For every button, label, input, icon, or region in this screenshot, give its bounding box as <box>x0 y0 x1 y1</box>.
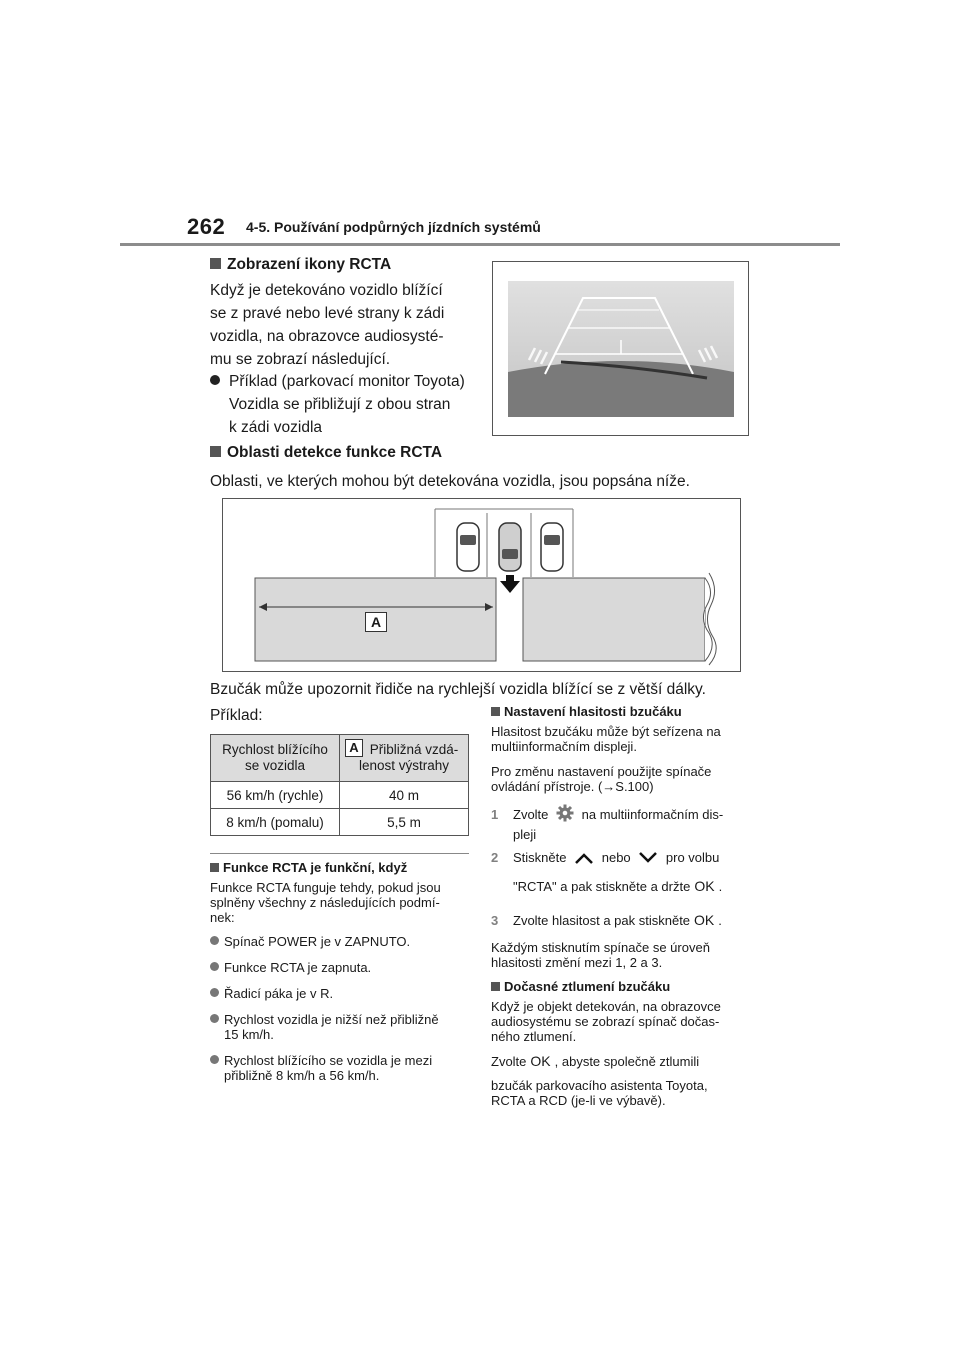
square-bullet-icon <box>210 446 221 457</box>
function-intro: Funkce RCTA funguje tehdy, pokud jsou splněny všechny z následujících podmí- nek: <box>210 880 441 925</box>
parking-monitor-illustration <box>493 262 748 435</box>
volume-text-2: Pro změnu nastavení použijte spínače ovládání přístroje. (→S.100) <box>491 764 712 794</box>
list-item: Rychlost blížícího se vozidla je mezi přibližně 8 km/h a 56 km/h. <box>210 1053 472 1083</box>
rcta-icon-heading: Zobrazení ikony RCTA <box>210 256 391 274</box>
mute-heading: Dočasné ztlumení bzučáku <box>491 979 670 994</box>
table-header-distance: A Přibližná vzdá- lenost výstrahy <box>340 735 469 782</box>
list-item: Řadicí páka je v R. <box>210 986 472 1001</box>
chevron-up-icon <box>574 851 594 865</box>
volume-step-1: 1 Zvolte na multiinformačním dis- pleji <box>491 804 756 845</box>
bullet-dot-icon <box>210 936 219 945</box>
ok-button-symbol: OK <box>694 878 715 894</box>
bullet-dot-icon <box>210 1014 219 1023</box>
mute-text-1: Když je objekt detekován, na obrazovce audiosystému se zobrazí spínač dočas- ného ztlumení. <box>491 999 721 1044</box>
function-heading: Funkce RCTA je funkční, když <box>210 860 407 875</box>
page-number: 262 <box>187 214 226 239</box>
square-bullet-icon <box>210 863 219 872</box>
area-label-badge: A <box>365 612 387 632</box>
volume-text-1: Hlasitost bzučáku může být seřízena na multiinformačním displeji. <box>491 724 721 754</box>
ok-button-symbol: OK <box>694 912 715 928</box>
table-row: 8 km/h (pomalu) 5,5 m <box>211 809 469 836</box>
gear-icon <box>556 804 574 822</box>
mute-text-3: bzučák parkovacího asistenta Toyota, RCTA a RCD (je-li ve výbavě). <box>491 1078 708 1108</box>
mute-text-2: Zvolte OK , abyste společně ztlumili <box>491 1053 700 1069</box>
header-divider <box>120 243 840 246</box>
bullet-dot-icon <box>210 375 220 385</box>
bullet-dot-icon <box>210 988 219 997</box>
detection-after-text: Bzučák může upozornit řidiče na rychlejší vozidla blížící se z větší dálky. <box>210 681 706 698</box>
warning-distance-table <box>210 734 469 836</box>
list-item: Rychlost vozidla je nižší než přibližně 15 km/h. <box>210 1012 472 1042</box>
list-item: Spínač POWER je v ZAPNUTO. <box>210 934 472 949</box>
rcta-icon-example: Příklad (parkovací monitor Toyota) Vozidla se přibližují z obou stran k zádi vozidla <box>210 370 480 439</box>
table-row: 56 km/h (rychle) 40 m <box>211 782 469 809</box>
volume-step-3: 3 Zvolte hlasitost a pak stiskněte OK . <box>491 912 722 928</box>
section-divider <box>210 853 469 854</box>
list-item: Funkce RCTA je zapnuta. <box>210 960 472 975</box>
detection-area-figure <box>222 498 741 672</box>
detection-heading: Oblasti detekce funkce RCTA <box>210 444 442 462</box>
chevron-down-icon <box>638 851 658 865</box>
table-area-badge: A <box>345 739 363 757</box>
volume-heading: Nastavení hlasitosti bzučáku <box>491 704 682 719</box>
square-bullet-icon <box>210 258 221 269</box>
square-bullet-icon <box>491 982 500 991</box>
chapter-title: 4-5. Používání podpůrných jízdních systémů <box>246 219 541 235</box>
volume-text-3: Každým stisknutím spínače se úroveň hlasitosti změní mezi 1, 2 a 3. <box>491 940 710 970</box>
example-label: Příklad: <box>210 707 263 724</box>
square-bullet-icon <box>491 707 500 716</box>
table-header-speed: Rychlost blížícího se vozidla <box>211 735 340 782</box>
volume-step-2: 2 Stiskněte nebo pro volbu "RCTA" a pak stiskněte a držte OK . <box>491 850 723 894</box>
rcta-icon-text: Když je detekováno vozidlo blížící se z pravé nebo levé strany k zádi vozidla, na obrazovce audiosysté- mu se zobrazí následující. <box>210 282 445 368</box>
bullet-dot-icon <box>210 1055 219 1064</box>
detection-intro: Oblasti, ve kterých mohou být detekována vozidla, jsou popsána níže. <box>210 473 690 490</box>
function-conditions-list <box>210 934 472 1083</box>
ok-button-symbol: OK <box>530 1053 551 1069</box>
detection-area-diagram <box>223 499 740 671</box>
bullet-dot-icon <box>210 962 219 971</box>
parking-monitor-figure <box>492 261 749 436</box>
